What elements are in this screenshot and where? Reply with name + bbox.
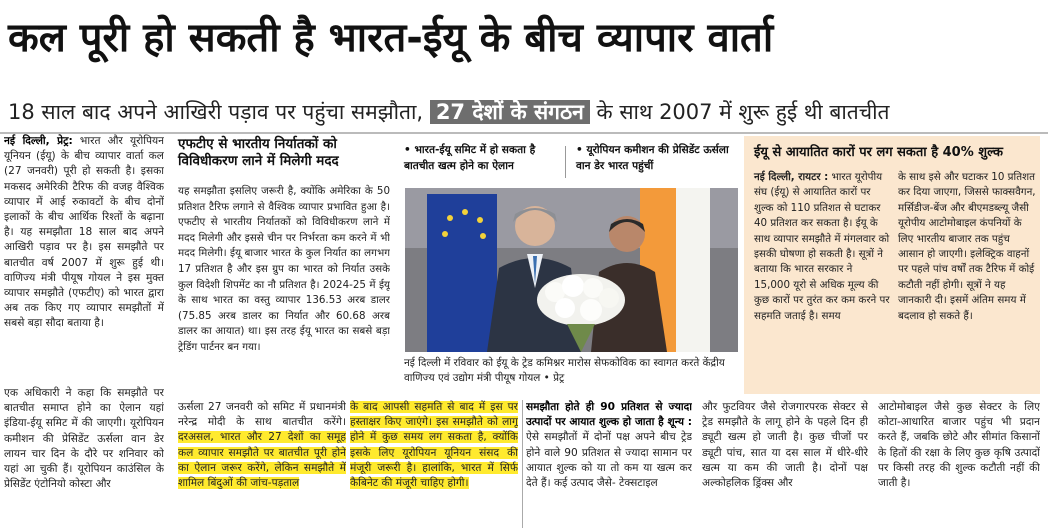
bottom-column-1 (178, 400, 346, 528)
subhead-after: के साथ 2007 में शुरू हुई थी बातचीत (596, 100, 890, 124)
divider (565, 146, 566, 178)
sidebar-text: भारत यूरोपीय संघ (ईयू) से आयातित कारों पर शुल्क को 110 प्रतिशत से घटाकर 40 प्रतिशत कर सकता है। ईयू के साथ व्यापार समझौते में मंगलवार को इसकी घोषणा हो सकती है। सूत्रों ने बताया कि भारत सरकार ने 15,000 यूरो से अधिक मूल्य की कुछ कारों पर तुरंत कर कम करने पर सहमति जताई है। समय (754, 171, 890, 322)
sidebar-dateline: नई दिल्ली, रायटर : (754, 171, 829, 183)
sidebar-column-right: के साथ इसे और घटाकर 10 प्रतिशत कर दिया जाएगा, जिससे फाक्सवैगन, मर्सिडीज-बेंज और बीएमडब्ल्यू जैसी यूरोपीय आटोमोबाइल कंपनियों के लिए भारतीय बाजार तक पहुंच आसान हो जाएगी। इलेक्ट्रिक वाहनों पर पहले पांच वर्षों तक टैरिफ में कोई कटौती नहीं होगी। सूत्रों ने यह जानकारी दी। इसमें अंतिम समय में बदलाव हो सकते हैं। (898, 171, 1036, 322)
bottom-column-5: आटोमोबाइल जैसे कुछ सेक्टर के लिए कोटा-आधारित बाजार पहुंच भी प्रदान करते हैं, जबकि छोटे और सीमांत किसानों के हितों की रक्षा के लिए कुछ कृषि उत्पादों पर किसी तरह की शुल्क कटौती नहीं की जाती है। (878, 401, 1040, 490)
article-paragraph: भारत और यूरोपियन यूनियन (ईयू) के बीच व्यापार वार्ता कल (27 जनवरी) पूरी हो सकती है। इसका मकसद अमेरिकी टैरिफ की वजह वैश्विक व्यापार में आई रुकावटों के बीच दोनों इलाकों के बीच आर्थिक रिश्तों के बढ़ाना है। यह समझौता 18 साल बाद अपने आखिरी पड़ाव पर है। इस समझौते पर बातचीत वर्ष 2007 में शुरू हुई थी। वाणिज्य मंत्री पीयूष गोयल ने इस मुक्त व्यापार समझौते (एफटीए) को भारत द्वारा अब तक किए गए व्यापार समझौतों में सबसे बड़ा सौदा बताया है। (4, 135, 164, 330)
news-photo (405, 188, 738, 352)
article-paragraph: एक अधिकारी ने कहा कि समझौते पर बातचीत समाप्त होने का ऐलान यहां इंडिया-ईयू समिट में की जाएगी। यूरोपियन कमीशन की प्रेसिडेंट ऊर्सला वान डेर लायन चार दिन के दौरे पर शनिवार को यहां आ चुकी हैं। यूरोपियन काउंसिल के प्रेसिडेंट एंटोनियो कोस्टा और (4, 387, 164, 491)
photo-caption-right: • यूरोपियन कमीशन की प्रेसिडेंट ऊर्सला वान डेर भारत पहुंचीं (576, 144, 729, 172)
photo-caption: नई दिल्ली में रविवार को ईयू के ट्रेड कमिश्नर मारोस सेफकोविक का स्वागत करते केंद्रीय वाणिज्य एवं उद्योग मंत्री पीयूष गोयल • प्रेट्र (404, 357, 725, 384)
subhead-highlight: 27 देशों के संगठन (430, 100, 590, 124)
highlighted-text: के बाद आपसी सहमति से बाद में इस पर हस्ताक्षर किए जाएंगे। इस समझौते को लागू होने में कुछ समय लग सकता है, क्योंकि इसके लिए यूरोपियन यूनियन संसद की मंजूरी जरूरी है। हालांकि, भारत में सिर्फ कैबिनेट की मंजूरी चाहिए होगी। (350, 401, 518, 490)
headline: कल पूरी हो सकती है भारत-ईयू के बीच व्यापार वार्ता (8, 15, 774, 61)
bottom-column-3 (526, 400, 692, 528)
sidebar-title: ईयू से आयातित कारों पर लग सकता है 40% शुल्क (754, 145, 1003, 160)
bottom-lead: समझौता होते ही 90 प्रतिशत से ज्यादा उत्पादों पर आयात शुल्क हो जाता है शून्य : (526, 401, 692, 429)
highlighted-text: दरअसल, भारत और 27 देशों का समूह कल व्यापार समझौते पर बातचीत पूरी होने का ऐलान जरूर करेंगे, लेकिन समझौते में शामिल बिंदुओं की जांच-पड़ताल (178, 431, 346, 490)
bottom-column-2 (350, 400, 518, 528)
article-column-1 (4, 134, 164, 382)
article-column-1-continued (4, 386, 164, 526)
section-title: एफटीए से भारतीय निर्यातकों को विविधीकरण लाने में मिलेगी मदद (178, 136, 339, 169)
sidebar-column-left (754, 170, 890, 388)
divider (522, 400, 523, 528)
bottom-column-4: और फुटवियर जैसे रोजगारपरक सेक्टर से ट्रेड समझौते के लागू होने के पहले दिन ही ड्यूटी खत्म हो जाती है। कुछ चीजों पर ड्यूटी पांच, सात या दस साल में धीरे-धीरे खत्म या कम की जाती है। दोनों पक्ष अल्कोहलिक ड्रिंक्स और (702, 401, 868, 490)
bottom-text: ऊर्सला 27 जनवरी को समिट में प्रधानमंत्री नरेन्द्र मोदी के साथ बातचीत करेंगे। (178, 401, 346, 429)
dateline: नई दिल्ली, प्रेट्र: (4, 135, 73, 147)
photo-caption-bar (404, 142, 738, 182)
subhead-before: 18 साल बाद अपने आखिरी पड़ाव पर पहुंचा समझौता, (8, 100, 424, 124)
subheadline (8, 96, 1044, 130)
article-column-2: यह समझौता इसलिए जरूरी है, क्योंकि अमेरिका के 50 प्रतिशत टैरिफ लगाने से वैश्विक व्यापार प्रभावित हुआ है। एफटीए से भारतीय निर्यातकों को विविधीकरण लाने में मदद मिलेगी और इससे चीन पर निर्भरता कम करने में भी मदद मिलेगी। ईयू बाजार भारत के कुल निर्यात का लगभग 17 प्रतिशत है और इस ग्रुप का भारत को निर्यात उसके कुल विदेशी शिपमेंट का नौ प्रतिशत है। 2024-25 में ईयू के साथ भारत का वस्तु व्यापार 136.53 अरब डालर (75.85 अरब डालर का निर्यात और 60.68 अरब डालर का आयात) था। इस तरह ईयू भारत का सबसे बड़ा ट्रेडिंग पार्टनर बन गया। (178, 185, 390, 353)
bottom-text: ऐसे समझौतों में दोनों पक्ष अपने बीच ट्रेड होने वाले 90 प्रतिशत से ज्यादा सामान पर आयात शुल्क को या तो कम या खत्म कर देते हैं। कई उत्पाद जैसे- टेक्सटाइल (526, 431, 692, 490)
photo-caption-left: • भारत-ईयू समिट में हो सकता है बातचीत खत्म होने का ऐलान (404, 144, 536, 172)
